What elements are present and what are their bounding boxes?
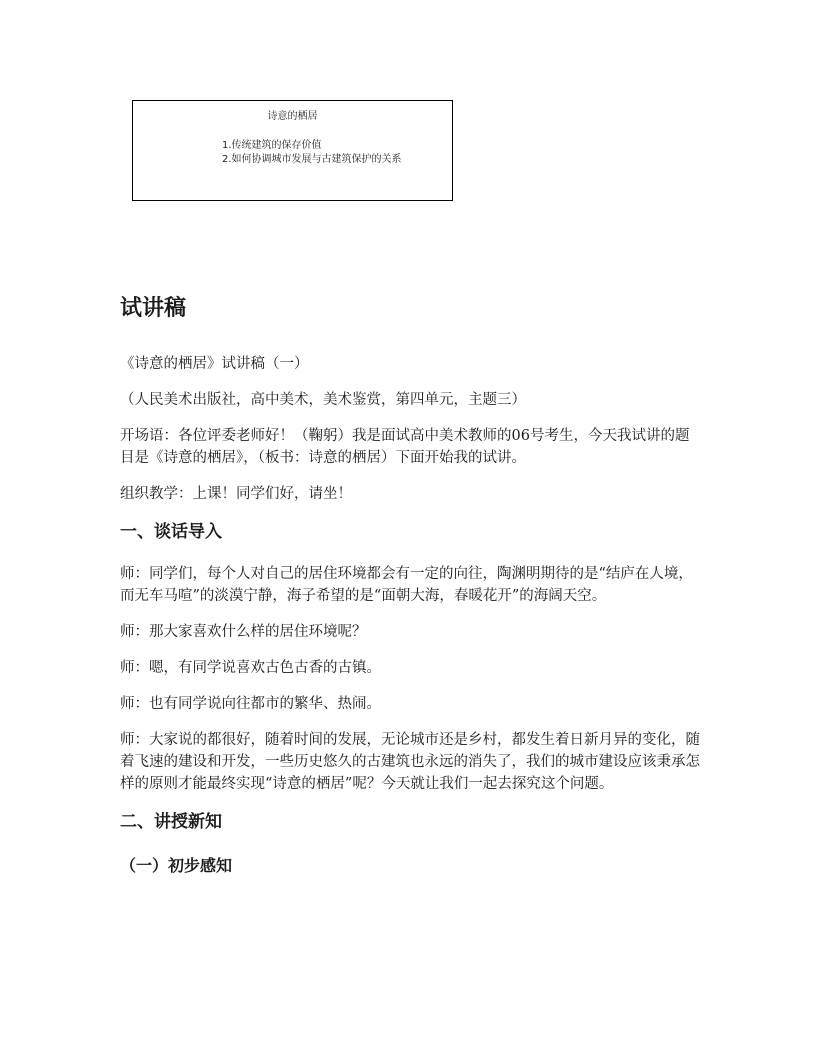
board-title: 诗意的栖居 [267, 111, 318, 122]
paragraph: 师：那大家喜欢什么样的居住环境呢？ [120, 624, 367, 640]
lesson-title: 《诗意的栖居》试讲稿（一） [120, 356, 309, 372]
paragraph: 师：也有同学说向往都市的繁华、热闹。 [120, 696, 381, 712]
document-body [120, 292, 700, 879]
document-title: 试讲稿 [120, 296, 187, 321]
class-organization: 组织教学：上课！同学们好，请坐！ [120, 486, 352, 502]
blackboard-design-box [132, 100, 453, 201]
paragraph: 师：嗯，有同学说喜欢古色古香的古镇。 [120, 660, 381, 676]
opening-remarks: 开场语：各位评委老师好！（鞠躬）我是面试高中美术教师的06号考生，今天我试讲的题目是《诗意的栖居》，（板书：诗意的栖居）下面开始我的试讲。 [120, 428, 690, 466]
source-note: （人民美术出版社，高中美术，美术鉴赏，第四单元，主题三） [120, 392, 526, 408]
board-points [222, 139, 402, 167]
paragraph: 师：同学们，每个人对自己的居住环境都会有一定的向往，陶渊明期待的是“结庐在人境，而无车马喧”的淡漠宁静，海子希望的是“面朝大海，春暖花开”的海阔天空。 [120, 566, 693, 604]
section-heading-introduction: 一、谈话导入 [120, 522, 222, 542]
board-point-1: 1.传统建筑的保存价值 [222, 140, 322, 151]
section-heading-new-knowledge: 二、讲授新知 [120, 812, 222, 832]
subsection-heading: （一）初步感知 [120, 856, 233, 875]
board-point-2: 2.如何协调城市发展与古建筑保护的关系 [222, 154, 402, 165]
paragraph: 师：大家说的都很好，随着时间的发展，无论城市还是乡村，都发生着日新月异的变化，随着飞速的建设和开发，一些历史悠久的古建筑也永远的消失了，我们的城市建设应该秉承怎样的原则才能最终实现“诗意的栖居”呢？今天就让我们一起去探究这个问题。 [120, 732, 700, 792]
